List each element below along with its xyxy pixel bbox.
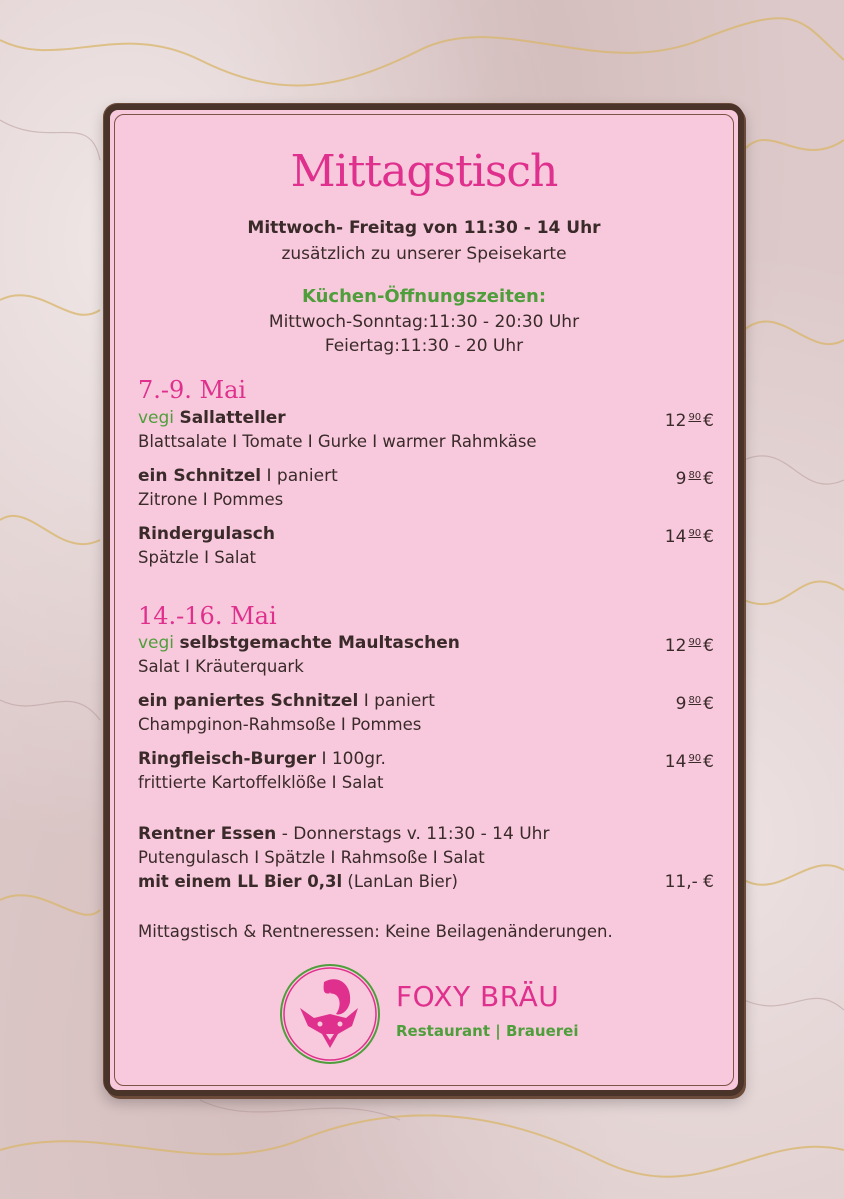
rentner-description: Putengulasch I Spätzle I Rahmsoße I Salat <box>138 848 485 867</box>
brand-subtitle <box>396 1022 578 1040</box>
price-cents: 90 <box>688 753 702 764</box>
dish-description: frittierte Kartoffelklöße I Salat <box>138 773 384 792</box>
dish-suffix: I 100gr. <box>321 749 386 769</box>
dish-price <box>676 689 714 716</box>
vegi-label: vegi <box>138 633 175 653</box>
dish-description: Spätzle I Salat <box>138 548 257 567</box>
menu-item <box>138 631 714 679</box>
price-main: 9 <box>675 694 687 714</box>
kitchen-hours-line-2: Feiertag:11:30 - 20 Uhr <box>324 336 524 356</box>
brand-logo <box>278 962 588 1072</box>
menu-item <box>138 689 714 737</box>
price-main: 12 <box>664 636 687 656</box>
price-main: 9 <box>675 469 687 489</box>
price-currency: € <box>703 527 714 547</box>
brand-sub-restaurant: Restaurant <box>396 1022 490 1040</box>
price-cents: 90 <box>688 637 702 648</box>
page-title: Mittagstisch <box>290 146 558 197</box>
price-main: 14 <box>664 527 687 547</box>
section-date-1: 7.-9. Mai <box>138 376 247 404</box>
price-main: 14 <box>664 752 687 772</box>
price-currency: € <box>703 411 714 431</box>
menu-item <box>138 747 714 795</box>
menu-item <box>138 464 714 512</box>
dish-price <box>665 406 714 433</box>
rentner-beer: mit einem LL Bier 0,3l <box>138 872 343 891</box>
dish-price <box>665 747 714 774</box>
price-cents: 80 <box>688 470 702 481</box>
dish-price <box>665 522 714 549</box>
vegi-label: vegi <box>138 408 175 428</box>
price-cents: 90 <box>688 412 702 423</box>
dish-suffix: I paniert <box>363 691 435 711</box>
menu-card <box>104 104 744 1096</box>
price-currency: € <box>703 469 714 489</box>
dish-price <box>676 464 714 491</box>
hours-line-2: zusätzlich zu unserer Speisekarte <box>281 244 567 264</box>
menu-item <box>138 406 714 454</box>
dish-name: Sallatteller <box>179 408 286 428</box>
rentner-section <box>138 822 714 894</box>
price-currency: € <box>703 694 714 714</box>
dish-description: Zitrone I Pommes <box>138 490 284 509</box>
price-cents: 90 <box>688 528 702 539</box>
menu-item <box>138 522 714 570</box>
dish-name: selbstgemachte Maultaschen <box>179 633 460 653</box>
footnote: Mittagstisch & Rentneressen: Keine Beilagenänderungen. <box>138 922 613 941</box>
dish-description: Blattsalate I Tomate I Gurke I warmer Rahmkäse <box>138 432 537 451</box>
rentner-title: Rentner Essen <box>138 824 277 844</box>
fox-logo-icon <box>278 962 382 1066</box>
price-currency: € <box>703 752 714 772</box>
price-main: 12 <box>664 411 687 431</box>
kitchen-hours-line-1: Mittwoch-Sonntag:11:30 - 20:30 Uhr <box>268 312 580 332</box>
hours-line-1: Mittwoch- Freitag von 11:30 - 14 Uhr <box>247 218 601 238</box>
dish-name: ein paniertes Schnitzel <box>138 691 359 711</box>
brand-sub-separator: | <box>495 1022 501 1040</box>
kitchen-hours-title: Küchen-Öffnungszeiten: <box>301 286 547 307</box>
dish-description: Champginon-Rahmsoße I Pommes <box>138 715 422 734</box>
rentner-subtitle: - Donnerstags v. 11:30 - 14 Uhr <box>281 824 550 844</box>
dish-name: Rindergulasch <box>138 524 275 544</box>
dish-name: Ringfleisch-Burger <box>138 749 317 769</box>
dish-name: ein Schnitzel <box>138 466 262 486</box>
brand-sub-brauerei: Brauerei <box>505 1022 579 1040</box>
price-cents: 80 <box>688 695 702 706</box>
rentner-beer-note: (LanLan Bier) <box>347 872 458 891</box>
dish-suffix: I paniert <box>266 466 338 486</box>
price-currency: € <box>703 636 714 656</box>
rentner-price: 11,- € <box>664 872 714 892</box>
dish-description: Salat I Kräuterquark <box>138 657 304 676</box>
section-date-2: 14.-16. Mai <box>138 602 277 630</box>
brand-name: FOXY BRÄU <box>396 980 560 1013</box>
dish-price <box>665 631 714 658</box>
